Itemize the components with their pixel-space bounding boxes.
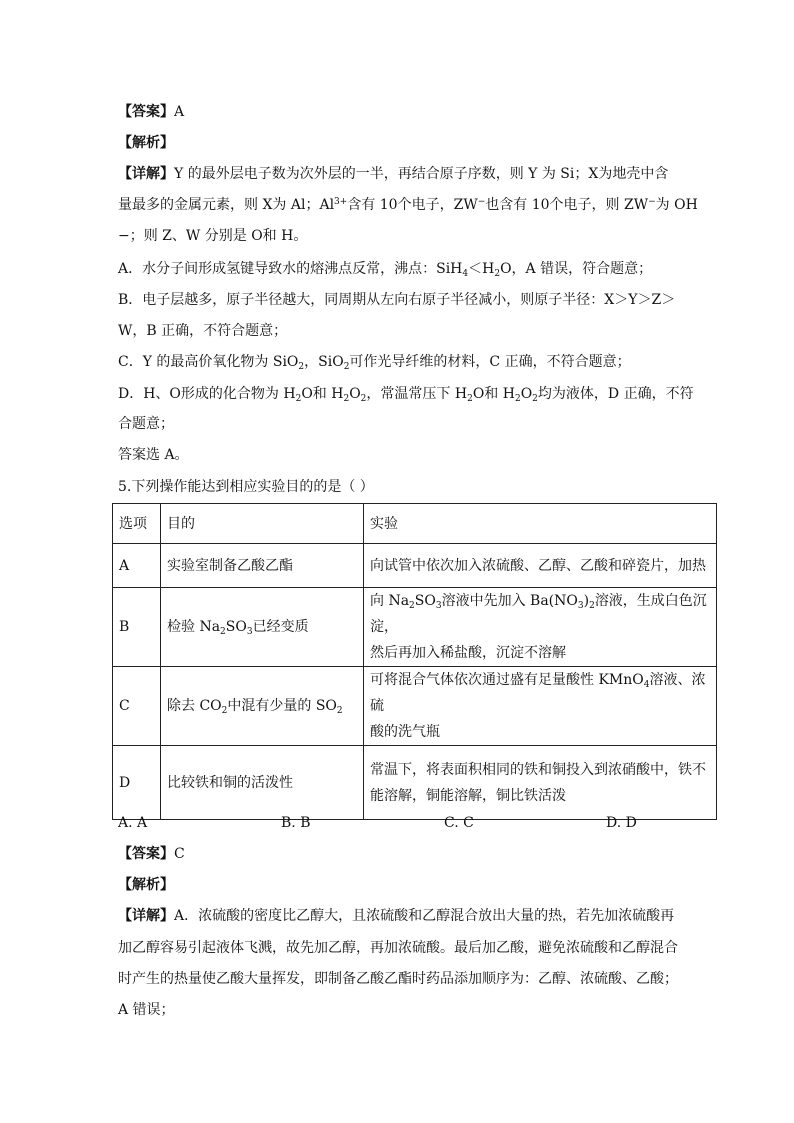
header-experiment: 实验 bbox=[364, 504, 717, 544]
subscript: 2 bbox=[532, 394, 538, 404]
superscript: 3+ bbox=[334, 197, 348, 207]
row-experiment: 向试管中依次加入浓硫酸、乙醇、乙酸和碎瓷片，加热 bbox=[364, 544, 717, 588]
text: SO bbox=[225, 619, 247, 635]
analysis-tag: 【解析】 bbox=[118, 877, 174, 893]
q4-conclusion: 答案选 A。 bbox=[118, 447, 189, 463]
table-header-row bbox=[113, 504, 717, 544]
text: 向 Na bbox=[370, 593, 410, 609]
text: 常温下，将表面积相同的铁和铜投入到浓硝酸中，铁不 bbox=[370, 761, 706, 778]
q4-option-b-line1: B．电子层越多，原子半径越大，同周期从左向右原子半径减小，则原子半径：X＞Y＞Z＞ bbox=[118, 292, 676, 308]
detail-text: Y 的最外层电子数为次外层的一半，再结合原子序数，则 Y 为 Si；X为地壳中含 bbox=[174, 166, 669, 182]
row-goal: 比较铁和铜的活泼性 bbox=[161, 746, 364, 820]
choice-c: C. C bbox=[444, 815, 474, 831]
text: 溶液中先加入 Ba(NO bbox=[441, 593, 578, 609]
subscript: 3 bbox=[577, 601, 584, 611]
text: C．Y 的最高价氧化物为 SiO bbox=[118, 354, 299, 370]
text: 酸的洗气瓶 bbox=[370, 724, 440, 740]
q4-option-c bbox=[118, 354, 678, 370]
answer-tag: 【答案】 bbox=[118, 104, 174, 120]
text: SO bbox=[414, 593, 436, 609]
text: 中混有少量的 SO bbox=[227, 698, 337, 714]
row-option: B bbox=[113, 588, 161, 667]
text: 量最多的金属元素，则 X为 Al；Al bbox=[118, 197, 335, 213]
detail-line-2 bbox=[118, 197, 698, 213]
q4-option-b-line2: W，B 正确，不符合题意； bbox=[118, 323, 288, 339]
detail-tag: 【详解】 bbox=[118, 908, 174, 924]
q5-options-table bbox=[112, 503, 717, 820]
q5-answer-line bbox=[118, 846, 678, 862]
q4-answer-line bbox=[118, 104, 678, 120]
text: A．水分子间形成氢键导致水的熔沸点反常，沸点：SiH bbox=[118, 261, 463, 277]
text: O和 H bbox=[472, 386, 515, 402]
row-experiment bbox=[364, 746, 717, 820]
text: 检验 Na bbox=[167, 619, 221, 635]
subscript: 4 bbox=[462, 269, 469, 279]
q5-detail-line-2: 加乙醇容易引起液体飞溅，故先加乙醇，再加浓硫酸。最后加乙酸，避免浓硫酸和乙醇混合 bbox=[118, 940, 678, 956]
subscript: 2 bbox=[589, 601, 595, 611]
table-row bbox=[113, 544, 717, 588]
row-experiment bbox=[364, 588, 717, 667]
answer-value: A bbox=[174, 104, 185, 120]
choice-b: B. B bbox=[281, 815, 311, 831]
detail-text: A．浓硫酸的密度比乙醇大，且浓硫酸和乙醇混合放出大量的热，若先加浓硫酸再 bbox=[174, 908, 675, 924]
subscript: 2 bbox=[220, 627, 226, 637]
table-row bbox=[113, 746, 717, 820]
row-option: A bbox=[113, 544, 161, 588]
q4-option-a bbox=[118, 261, 678, 277]
answer-tag: 【答案】 bbox=[118, 846, 174, 862]
text: 也含有 10个电子，则 ZW bbox=[485, 197, 649, 213]
subscript: 2 bbox=[343, 394, 350, 404]
subscript: 2 bbox=[494, 269, 501, 279]
text: 已经变质 bbox=[252, 619, 309, 635]
subscript: 2 bbox=[343, 362, 350, 372]
text: ，常温常压下 H bbox=[366, 386, 468, 402]
text: ，SiO bbox=[304, 354, 344, 370]
row-goal bbox=[161, 588, 364, 667]
text: O和 H bbox=[301, 386, 344, 402]
text: ＜H bbox=[468, 261, 495, 277]
text: 溶液，生成白色沉淀， bbox=[370, 593, 707, 635]
header-goal: 目的 bbox=[161, 504, 364, 544]
text: 溶液、浓硫 bbox=[370, 672, 706, 714]
subscript: 2 bbox=[298, 362, 305, 372]
subscript: 2 bbox=[360, 394, 367, 404]
subscript: 2 bbox=[467, 394, 473, 404]
analysis-tag: 【解析】 bbox=[118, 135, 174, 151]
choice-a: A. A bbox=[118, 815, 148, 831]
text: 可作光导纤维的材料，C 正确，不符合题意； bbox=[349, 354, 631, 370]
subscript: 2 bbox=[336, 706, 343, 716]
header-option: 选项 bbox=[113, 504, 161, 544]
text: 能溶解，铜能溶解，铜比铁活泼 bbox=[370, 787, 566, 804]
text: 为 OH bbox=[655, 197, 698, 213]
text: 除去 CO bbox=[167, 698, 222, 714]
text: 含有 10个电子，ZW bbox=[347, 197, 478, 213]
text: 可将混合气体依次通过盛有足量酸性 KMnO bbox=[370, 672, 644, 688]
detail-line-3: −；则 Z、W 分别是 O和 H。 bbox=[118, 228, 308, 244]
subscript: 2 bbox=[409, 601, 415, 611]
text: 然后再加入稀盐酸，沉淀不溶解 bbox=[370, 645, 566, 661]
text: 均为液体，D 正确，不符 bbox=[537, 386, 694, 402]
row-experiment bbox=[364, 667, 717, 746]
text: O bbox=[520, 386, 533, 402]
table-row bbox=[113, 667, 717, 746]
text: O bbox=[349, 386, 361, 402]
row-option: D bbox=[113, 746, 161, 820]
choice-d: D. D bbox=[606, 815, 637, 831]
detail-line-1 bbox=[118, 166, 678, 182]
subscript: 2 bbox=[514, 394, 521, 404]
table-row bbox=[113, 588, 717, 667]
detail-tag: 【详解】 bbox=[118, 166, 174, 182]
q4-option-d-line2: 合题意； bbox=[118, 416, 174, 432]
text: O，A 错误，符合题意； bbox=[500, 261, 653, 277]
superscript: − bbox=[648, 197, 656, 207]
q5-stem: 5.下列操作能达到相应实验目的的是（ ） bbox=[118, 479, 374, 495]
subscript: 2 bbox=[221, 706, 228, 716]
subscript: 3 bbox=[246, 627, 253, 637]
row-goal: 实验室制备乙酸乙酯 bbox=[161, 544, 364, 588]
subscript: 3 bbox=[435, 601, 442, 611]
subscript: 2 bbox=[295, 394, 302, 404]
q4-option-d-line1 bbox=[118, 386, 694, 404]
text: ) bbox=[583, 593, 590, 609]
row-option: C bbox=[113, 667, 161, 746]
q5-detail-line-4: A 错误； bbox=[118, 1002, 175, 1018]
subscript: 4 bbox=[643, 680, 650, 690]
q5-detail-line-3: 时产生的热量使乙酸大量挥发，即制备乙酸乙酯时药品添加顺序为：乙醇、浓硫酸、乙酸； bbox=[118, 971, 678, 987]
q5-detail-line-1 bbox=[118, 908, 678, 924]
text: D．H、O形成的化合物为 H bbox=[118, 386, 296, 402]
superscript: − bbox=[477, 197, 486, 207]
answer-value: C bbox=[174, 846, 185, 862]
row-goal bbox=[161, 667, 364, 746]
